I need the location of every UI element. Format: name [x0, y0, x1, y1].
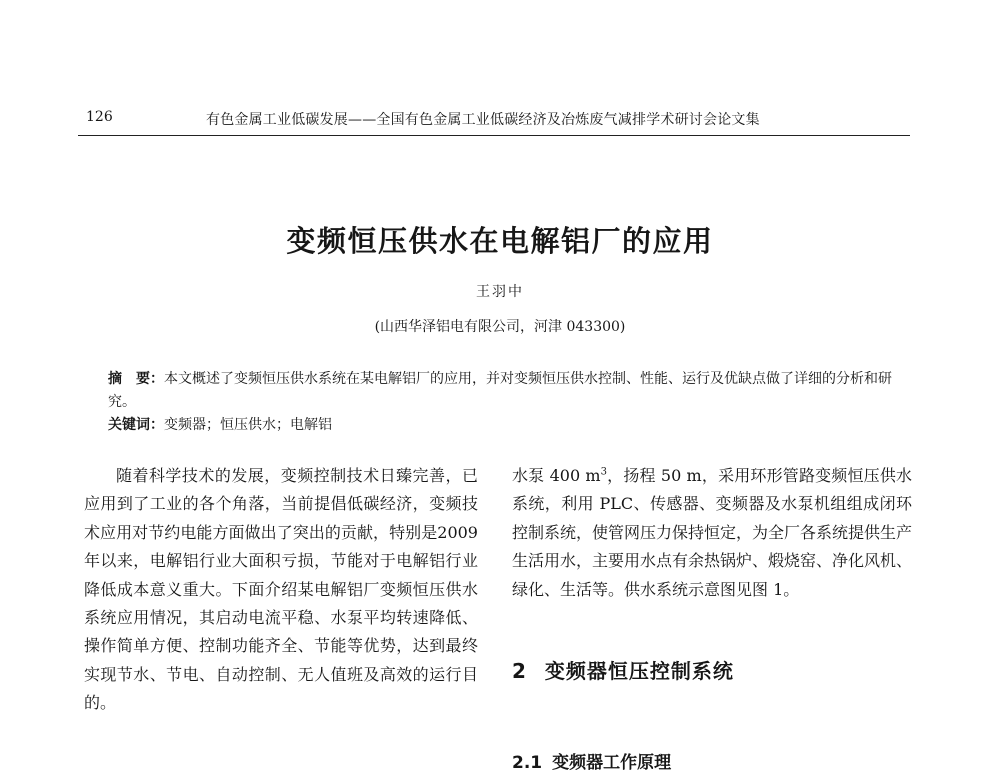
abstract: [108, 368, 908, 414]
subsection-heading: [512, 748, 671, 773]
affiliation: (山西华泽铝电有限公司，河津 043300): [374, 319, 626, 335]
header-rule: [78, 135, 910, 136]
abstract-label: 摘 要：: [108, 371, 164, 387]
keywords-text: 变频器；恒压供水；电解铝: [164, 417, 332, 433]
author: 王羽中: [476, 284, 524, 300]
section-number: 2: [512, 658, 527, 683]
page-number: 126: [86, 109, 113, 125]
body-right-column: [512, 462, 912, 604]
section-heading: [512, 655, 734, 684]
keywords-label: 关键词：: [108, 417, 164, 433]
right-paragraph-start: 水泵 400 m: [512, 466, 601, 485]
abstract-text: 本文概述了变频恒压供水系统在某电解铝厂的应用，并对变频恒压供水控制、性能、运行及优缺点做了详细的分析和研究。: [108, 371, 892, 410]
running-title: 有色金属工业低碳发展——全国有色金属工业低碳经济及冶炼废气减排学术研讨会论文集: [206, 112, 760, 128]
section-title: 变频器恒压控制系统: [544, 658, 734, 683]
keywords: [108, 414, 908, 437]
body-left-column: 随着科学技术的发展，变频控制技术日臻完善，已应用到了工业的各个角落，当前提倡低碳经济，变频技术应用对节约电能方面做出了突出的贡献，特别是2009年以来，电解铝行业大面积亏损，节能对于电解铝行业降低成本意义重大。下面介绍某电解铝厂变频恒压供水系统应用情况，其启动电流平稳、水泵平均转速降低、操作简单方便、控制功能齐全、节能等优势，达到最终实现节水、节电、自动控制、无人值班及高效的运行目的。: [84, 466, 478, 713]
subsection-number: 2.1: [512, 753, 543, 773]
subsection-title: 变频器工作原理: [552, 753, 672, 773]
paper-title: 变频恒压供水在电解铝厂的应用: [286, 224, 714, 259]
cubic-superscript: 3: [600, 466, 607, 478]
right-paragraph-rest: ，扬程 50 m，采用环形管路变频恒压供水系统，利用 PLC、传感器、变频器及水泵机组组成闭环控制系统，使管网压力保持恒定，为全厂各系统提供生产生活用水，主要用水点有余热锅炉、煅烧窑、净化风机、绿化、生活等。供水系统示意图见图 1。: [512, 466, 913, 599]
